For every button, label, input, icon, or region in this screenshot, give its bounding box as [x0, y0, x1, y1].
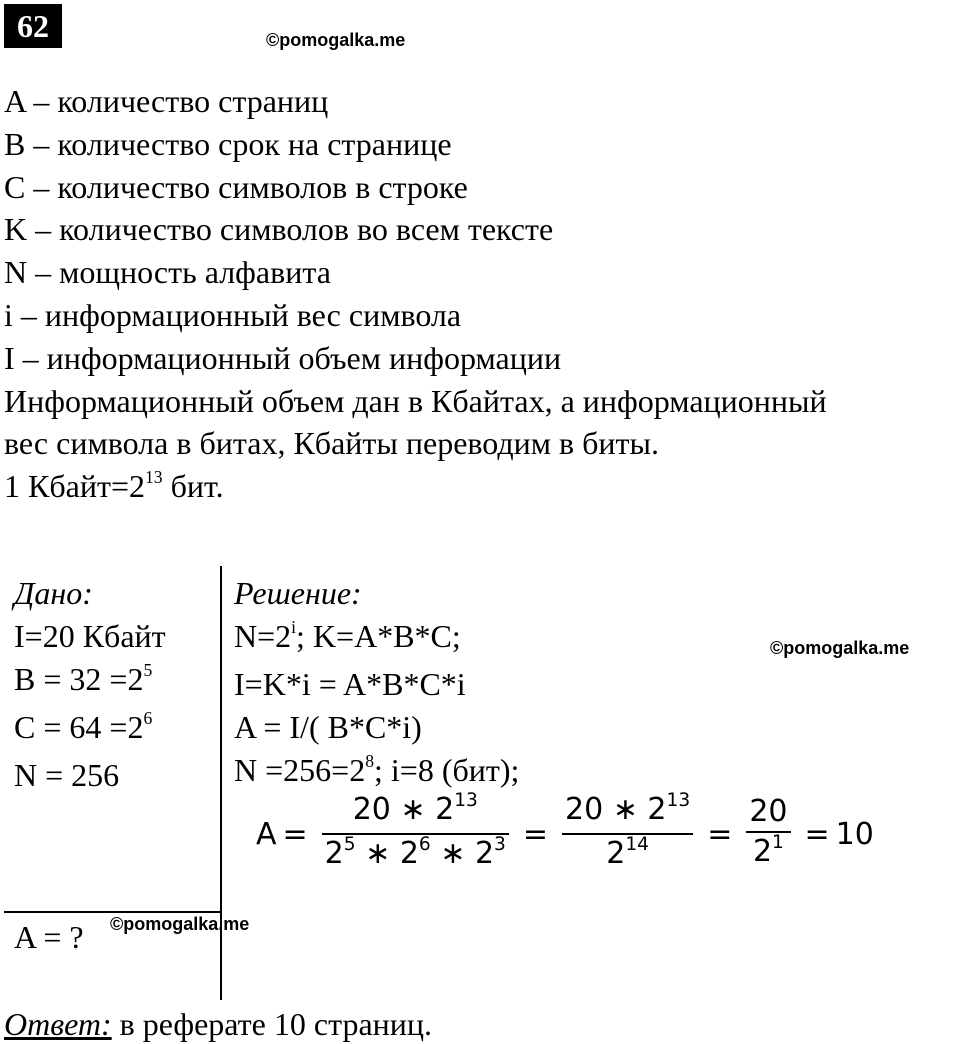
- given-base: C = 64 =2: [14, 709, 144, 745]
- answer-label: Ответ:: [4, 1006, 112, 1042]
- equals-sign: =: [282, 816, 308, 852]
- given-exponent: 6: [143, 707, 153, 728]
- given-line: [14, 706, 166, 754]
- denominator-exponent: 3: [494, 833, 506, 855]
- denominator-exponent: 5: [343, 833, 356, 855]
- fraction-denominator: [322, 835, 509, 877]
- formula-result: 10: [835, 816, 874, 852]
- numerator-base: 20 ∗ 2: [352, 792, 455, 827]
- denominator-base: 2: [752, 834, 773, 869]
- denominator-exponent: 6: [418, 833, 431, 855]
- definition-line: B – количество срок на странице: [4, 125, 452, 162]
- denominator-base: 2: [324, 836, 344, 871]
- definitions-block: [4, 80, 827, 513]
- definition-line: K – количество символов во всем тексте: [4, 211, 554, 248]
- given-line: N = 256: [14, 757, 120, 793]
- solution-exponent: 8: [365, 750, 374, 771]
- given-base: B = 32 =2: [14, 661, 144, 697]
- fraction-numerator: [562, 791, 693, 833]
- formula-lhs: A: [256, 816, 277, 852]
- given-exponent: 5: [143, 659, 153, 680]
- watermark-top: ©pomogalka.me: [266, 30, 406, 50]
- solution-title: Решение:: [234, 575, 362, 611]
- definition-line: вес символа в битах, Кбайты переводим в биты.: [4, 425, 660, 462]
- denominator-part: ∗ 2: [355, 836, 419, 871]
- solution-exponent: i: [291, 616, 297, 637]
- denominator-exponent: 1: [772, 831, 784, 853]
- definition-line: I – информационный объем информации: [4, 339, 562, 376]
- denominator-exponent: 14: [625, 833, 649, 855]
- watermark-middle: ©pomogalka.me: [770, 638, 910, 658]
- solution-base: N =256=2: [234, 752, 366, 788]
- solution-block: [234, 572, 519, 797]
- solution-line: A = I/( B*C*i): [234, 709, 422, 745]
- definition-line: N – мощность алфавита: [4, 254, 331, 291]
- watermark-bottom: ©pomogalka.me: [110, 914, 250, 934]
- conversion-tail: бит.: [162, 468, 224, 505]
- equals-sign: =: [707, 816, 733, 852]
- solution-tail: ; K=A*B*C;: [296, 618, 461, 654]
- find-line: A = ?: [14, 919, 84, 955]
- problem-number-badge: 62: [4, 4, 62, 48]
- conversion-line: [4, 465, 827, 513]
- equals-sign: =: [522, 816, 549, 852]
- definition-line: A – количество страниц: [4, 83, 329, 119]
- solution-tail: ; i=8 (бит);: [374, 752, 520, 788]
- denominator-base: 2: [606, 836, 626, 871]
- main-formula: [256, 788, 874, 880]
- answer-line: [4, 1004, 432, 1044]
- fraction-1: [322, 791, 509, 877]
- numerator-exponent: 13: [666, 789, 691, 811]
- fraction-3: [746, 793, 790, 875]
- equals-sign: =: [804, 816, 830, 852]
- numerator-exponent: 13: [454, 789, 478, 811]
- definition-line: i – информационный вес символа: [4, 296, 462, 333]
- fraction-2: [562, 791, 693, 877]
- solution-line: [234, 615, 519, 663]
- conversion-base: 1 Кбайт=2: [4, 468, 145, 505]
- fraction-denominator: [750, 833, 787, 875]
- solution-base: N=2: [234, 618, 292, 654]
- horizontal-divider: [4, 911, 222, 913]
- definition-line: C – количество символов в строке: [4, 168, 468, 205]
- fraction-numerator: [350, 791, 481, 833]
- conversion-exponent: 13: [144, 467, 163, 488]
- numerator-base: 20 ∗ 2: [565, 792, 667, 827]
- given-line: I=20 Кбайт: [14, 618, 166, 654]
- definition-line: Информационный объем дан в Кбайтах, а информационный: [4, 382, 827, 419]
- fraction-denominator: [603, 835, 652, 877]
- solution-line: I=K*i = A*B*C*i: [234, 666, 466, 702]
- given-title: Дано:: [14, 575, 93, 611]
- denominator-part: ∗ 2: [430, 836, 495, 871]
- answer-text: в реферате 10 страниц.: [111, 1006, 433, 1042]
- fraction-numerator: 20: [749, 794, 788, 829]
- given-line: [14, 658, 166, 706]
- given-block: [14, 572, 166, 797]
